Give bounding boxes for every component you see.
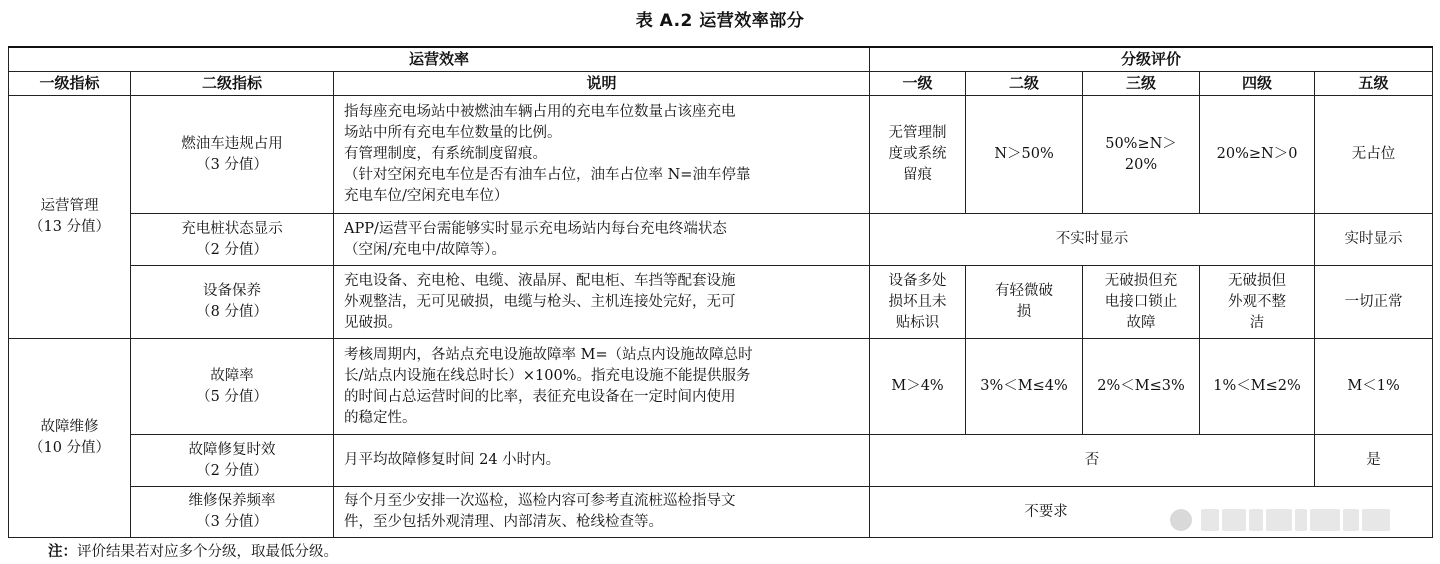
grade-text-line: 故障	[1126, 314, 1156, 331]
grade-text-line: 有轻微破	[995, 283, 1054, 299]
grade-5-cell	[1315, 96, 1433, 214]
col-header-grade-1: 一级	[870, 72, 966, 96]
grade-5-cell: 是	[1315, 435, 1433, 487]
table-footnote	[48, 540, 338, 561]
level2-indicator-score: （5 分值）	[196, 388, 268, 405]
col-header-level2-indicator: 二级指标	[131, 72, 334, 96]
grade-text-line: 损	[1016, 304, 1032, 320]
grade-text-line: 设备多处	[888, 272, 947, 289]
level1-indicator-name: 运营管理	[40, 198, 99, 214]
description-line: APP/运营平台需能够实时显示充电场站内每台充电终端状态	[344, 220, 727, 237]
description-cell	[334, 266, 870, 339]
grade-text-line: 外观不整	[1228, 293, 1287, 310]
description-line: 长/站点内设施在线总时长）×100%。指充电设施不能提供服务	[344, 367, 751, 384]
footnote-label: 注：	[48, 544, 77, 560]
table-row	[9, 96, 1433, 214]
watermark-overlay	[1170, 504, 1432, 536]
description-line: 月平均故障修复时间 24 小时内。	[344, 452, 561, 468]
description-line: 的时间占总运营时间的比率，表征充电设备在一定时间内使用	[344, 388, 736, 405]
watermark-bar	[1310, 509, 1340, 531]
description-cell	[334, 339, 870, 435]
grade-4-cell	[1200, 96, 1315, 214]
col-header-description: 说明	[334, 72, 870, 96]
level2-indicator-name: 故障修复时效	[188, 441, 276, 458]
col-header-level1-indicator: 一级指标	[9, 72, 131, 96]
group-header-rating: 分级评价	[870, 47, 1433, 72]
description-cell	[334, 487, 870, 538]
grade-text-line: 无管理制	[888, 125, 947, 141]
level2-indicator-score: （3 分值）	[196, 156, 268, 173]
grade-2-cell: 3%＜M≤4%	[966, 339, 1083, 435]
description-cell	[334, 214, 870, 266]
grade-text-line: 留痕	[903, 167, 933, 183]
grade-4-cell: 1%＜M≤2%	[1200, 339, 1315, 435]
grade-3-cell: 2%＜M≤3%	[1083, 339, 1200, 435]
grade-2-cell	[966, 266, 1083, 339]
grade-text-line: 一切正常	[1344, 293, 1403, 310]
group-header-efficiency: 运营效率	[9, 47, 870, 72]
level2-indicator-score: （2 分值）	[196, 462, 268, 479]
level1-indicator-score: （13 分值）	[28, 219, 111, 235]
description-line: （针对空闲充电车位是否有油车占位，油车占位率 N=油车停靠	[344, 167, 751, 183]
grade-text-line: 无破损但	[1228, 272, 1287, 289]
description-cell	[334, 435, 870, 487]
level2-indicator-cell	[131, 266, 334, 339]
grade-1-4-merged-cell: 否	[870, 435, 1315, 487]
description-line: 外观整洁，无可见破损，电缆与枪头、主机连接处完好，无可	[344, 293, 736, 310]
level2-indicator-cell	[131, 96, 334, 214]
grade-1-4-merged-cell: 不实时显示	[870, 214, 1315, 266]
description-line: 指每座充电场站中被燃油车辆占用的充电车位数量占该座充电	[344, 104, 736, 120]
grade-2-cell	[966, 96, 1083, 214]
description-line: 件，至少包括外观清理、内部清灰、枪线检查等。	[344, 514, 663, 530]
operation-efficiency-table	[8, 46, 1433, 538]
grade-text-line: 损坏且未	[888, 293, 947, 310]
level2-indicator-cell	[131, 339, 334, 435]
grade-text-line: 20%≥N＞0	[1216, 146, 1298, 162]
grade-text-line: 洁	[1249, 314, 1265, 331]
grade-5-cell: M＜1%	[1315, 339, 1433, 435]
description-line: 见破损。	[344, 314, 402, 331]
description-line: 充电设备、充电枪、电缆、液晶屏、配电柜、车挡等配套设施	[344, 272, 736, 289]
description-line: 场站中所有充电车位数量的比例。	[344, 125, 562, 141]
col-header-grade-5: 五级	[1315, 72, 1433, 96]
level2-indicator-name: 充电桩状态显示	[181, 220, 283, 237]
description-line: 考核周期内，各站点充电设施故障率 M=（站点内设施故障总时	[344, 346, 753, 363]
grade-3-cell	[1083, 96, 1200, 214]
grade-text-line: 无破损但充	[1104, 272, 1178, 289]
watermark-bar	[1201, 509, 1219, 531]
grade-text-line: 50%≥N＞	[1105, 135, 1177, 152]
grade-1-cell	[870, 266, 966, 339]
grade-text-line: 20%	[1124, 156, 1158, 173]
col-header-grade-4: 四级	[1200, 72, 1315, 96]
grade-all-merged-text: 不要求	[1024, 503, 1068, 520]
grade-4-cell	[1200, 266, 1315, 339]
level2-indicator-name: 维修保养频率	[188, 493, 276, 509]
watermark-bar	[1222, 509, 1246, 531]
col-header-grade-3: 三级	[1083, 72, 1200, 96]
grade-1-cell: M＞4%	[870, 339, 966, 435]
level2-indicator-name: 故障率	[210, 367, 254, 384]
grade-text-line: 度或系统	[888, 146, 947, 162]
level1-indicator-name: 故障维修	[40, 419, 99, 435]
description-cell	[334, 96, 870, 214]
description-line: 的稳定性。	[344, 409, 417, 426]
grade-text-line: 电接口锁止	[1104, 293, 1178, 310]
description-line: 每个月至少安排一次巡检，巡检内容可参考直流桩巡检指导文	[344, 493, 736, 509]
watermark-bar	[1362, 509, 1390, 531]
level2-indicator-score: （3 分值）	[196, 514, 268, 530]
grade-5-cell	[1315, 266, 1433, 339]
level2-indicator-score: （2 分值）	[196, 241, 268, 258]
level1-indicator-cell	[9, 339, 131, 538]
level2-indicator-cell	[131, 487, 334, 538]
grade-3-cell	[1083, 266, 1200, 339]
level2-indicator-name: 设备保养	[203, 283, 261, 299]
level2-indicator-cell	[131, 435, 334, 487]
level1-indicator-score: （10 分值）	[28, 440, 111, 456]
grade-text-line: 无占位	[1351, 146, 1396, 162]
table-row	[9, 339, 1433, 435]
footnote-text: 评价结果若对应多个分级，取最低分级。	[77, 544, 338, 560]
description-line: （空闲/充电中/故障等）。	[344, 241, 507, 258]
table-row	[9, 266, 1433, 339]
watermark-logo-icon	[1170, 509, 1192, 531]
table-row	[9, 214, 1433, 266]
description-line: 有管理制度，有系统制度留痕。	[344, 146, 547, 162]
level2-indicator-cell	[131, 214, 334, 266]
grade-1-cell	[870, 96, 966, 214]
table-row	[9, 435, 1433, 487]
watermark-bar	[1343, 509, 1359, 531]
grade-text-line: N＞50%	[994, 146, 1054, 162]
grade-text-line: 贴标识	[895, 314, 940, 331]
grade-5-cell: 实时显示	[1315, 214, 1433, 266]
description-line: 充电车位/空闲充电车位）	[344, 188, 509, 204]
table-title: 表 A.2 运营效率部分	[635, 11, 805, 31]
level1-indicator-cell	[9, 96, 131, 339]
col-header-grade-2: 二级	[966, 72, 1083, 96]
level2-indicator-name: 燃油车违规占用	[181, 135, 283, 152]
watermark-bar	[1266, 509, 1292, 531]
watermark-bar	[1295, 509, 1307, 531]
level2-indicator-score: （8 分值）	[196, 304, 268, 320]
watermark-bar	[1249, 509, 1263, 531]
